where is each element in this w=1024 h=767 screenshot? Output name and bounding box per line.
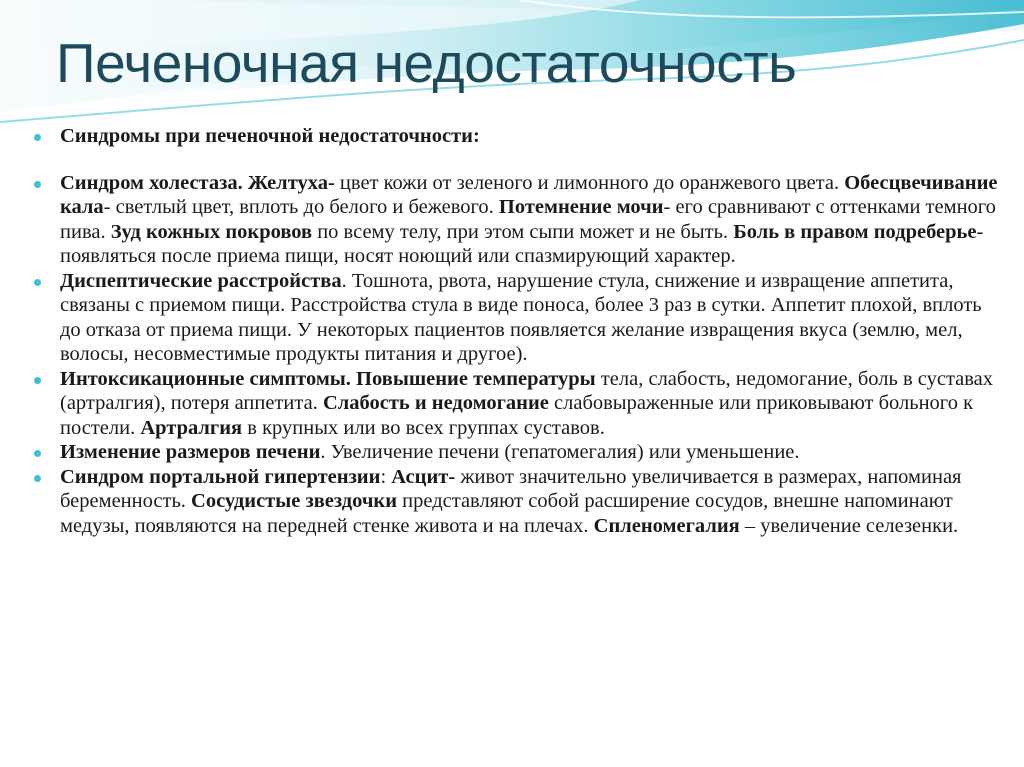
- text: – увеличение селезенки.: [739, 514, 959, 537]
- bold-text: Интоксикационные симптомы. Повышение температуры: [60, 367, 596, 390]
- bullet-dot-icon: [34, 377, 41, 384]
- bold-text: Артралгия: [140, 416, 243, 439]
- text: по всему телу, при этом сыпи может и не быть.: [312, 220, 734, 243]
- text: . Тошнота, рвота, нарушение стула, снижение и извращение аппетита, связаны с приемом пищи. Расстройства стула в виде поноса, более 3 раз в сутки. Аппетит плохой, вплоть до отказа от приема пищи. У некоторых пациентов появляется желание извращения вкуса (землю, мел, волосы, несовместимые продукты питания и другое).: [60, 269, 982, 365]
- bullet-portal-hypertension: [60, 465, 1005, 539]
- bullet-dot-icon: [34, 134, 41, 141]
- text: тела, слабость, недомогание, боль в суставах (артралгия), потеря аппетита.: [60, 367, 994, 414]
- text: цвет кожи от зеленого и лимонного до оранжевого цвета.: [334, 171, 845, 194]
- bold-text: Потемнение мочи: [498, 196, 664, 218]
- bullet-intoxication: [60, 367, 1005, 441]
- bullet-dot-icon: [34, 475, 41, 482]
- text: в крупных или во всех группах суставов.: [242, 416, 605, 439]
- text: - его сравнивают с оттенками темного пива.: [60, 196, 996, 243]
- text: слабовыраженные или приковывают больного к постели.: [60, 392, 974, 439]
- bold-text: Синдром холестаза.: [60, 171, 248, 194]
- bullet-syndromes-heading: [60, 124, 1005, 149]
- text: . Увеличение печени (гепатомегалия) или уменьшение.: [320, 441, 800, 463]
- bold-text: Диспептические расстройства: [60, 269, 342, 292]
- bullet-liver-size: [60, 440, 1005, 465]
- bold-text: Сосудистые звездочки: [191, 490, 398, 512]
- bold-text: Боль в правом подреберье: [733, 220, 977, 243]
- slide-title: Печеночная недостаточность: [56, 32, 797, 94]
- text: - светлый цвет, вплоть до белого и бежевого.: [103, 196, 499, 218]
- text: :: [380, 465, 392, 488]
- text: - появляться после приема пищи, носят ноющий или спазмирующий характер.: [60, 220, 984, 267]
- bold-text: Слабость и недомогание: [322, 392, 549, 414]
- bold-text: Зуд кожных покровов: [110, 220, 313, 243]
- bullet-list: [60, 124, 1005, 538]
- bold-text: Асцит-: [391, 465, 456, 488]
- bullet-spacer: [60, 149, 1005, 171]
- text: живот значительно увеличивается в размерах, напоминая беременность.: [60, 465, 962, 512]
- bold-text: Обесцвечивание кала: [60, 171, 998, 218]
- text: представляют собой расширение сосудов, внешне напоминают медузы, появляются на передней стенке живота и на плечах.: [60, 490, 953, 537]
- bold-text: Синдромы при печеночной недостаточности:: [60, 125, 480, 147]
- bullet-dot-icon: [34, 450, 41, 457]
- bold-text: Синдром портальной гипертензии: [60, 465, 381, 488]
- bold-text: Спленомегалия: [593, 514, 740, 537]
- bullet-dot-icon: [34, 181, 41, 188]
- bullet-dot-icon: [34, 279, 41, 286]
- bullet-dyspeptic: [60, 269, 1005, 367]
- bold-text: Желтуха-: [247, 171, 335, 194]
- bullet-cholestasis: [60, 171, 1005, 269]
- bold-text: Изменение размеров печени: [60, 441, 321, 463]
